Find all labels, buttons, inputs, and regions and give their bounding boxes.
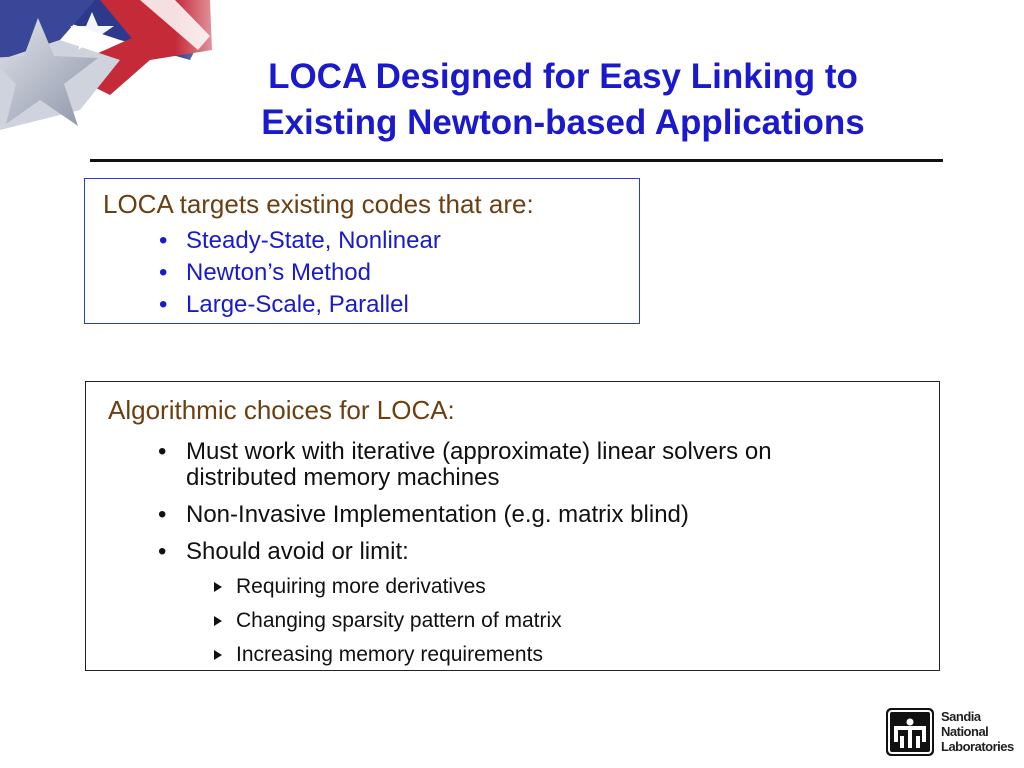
list-item-text: Large-Scale, Parallel xyxy=(186,291,409,318)
slide-title-line-1: LOCA Designed for Easy Linking to xyxy=(268,57,858,96)
bullet-icon: • xyxy=(159,227,168,254)
list-item xyxy=(158,502,886,528)
sub-list-item xyxy=(214,575,486,599)
sub-list-item xyxy=(214,643,543,667)
title-divider xyxy=(90,159,943,162)
bullet-icon: • xyxy=(159,259,168,286)
arrow-bullet-icon xyxy=(214,650,222,660)
bullet-icon: • xyxy=(158,538,167,565)
list-item-text: Should avoid or limit: xyxy=(186,538,409,565)
list-item xyxy=(158,439,886,491)
algorithmic-choices-heading: Algorithmic choices for LOCA: xyxy=(108,395,455,425)
sub-list-item-text: Increasing memory requirements xyxy=(236,643,543,666)
list-item xyxy=(158,539,886,565)
slide-title-line-2: Existing Newton-based Applications xyxy=(261,103,865,142)
sub-list-item-text: Requiring more derivatives xyxy=(236,575,486,598)
list-item-text: Steady-State, Nonlinear xyxy=(186,227,441,254)
arrow-bullet-icon xyxy=(214,582,222,592)
logo-line-3: Laboratories xyxy=(941,739,1014,754)
targets-box xyxy=(84,178,640,324)
slide-title xyxy=(160,54,966,146)
targets-heading: LOCA targets existing codes that are: xyxy=(103,189,534,219)
list-item xyxy=(159,257,441,289)
sandia-thunderbird-icon xyxy=(886,708,934,756)
list-item xyxy=(159,289,441,321)
list-item-text: Newton’s Method xyxy=(186,259,371,286)
sandia-logo xyxy=(886,708,1016,758)
sandia-wordmark xyxy=(941,709,1014,754)
sub-list-item-text: Changing sparsity pattern of matrix xyxy=(236,609,562,632)
list-item xyxy=(159,225,441,257)
targets-list xyxy=(159,225,441,321)
logo-line-1: Sandia xyxy=(941,709,981,724)
bullet-icon: • xyxy=(158,501,167,528)
logo-line-2: National xyxy=(941,724,989,739)
arrow-bullet-icon xyxy=(214,616,222,626)
list-item-text: Non-Invasive Implementation (e.g. matrix blind) xyxy=(186,501,689,528)
sub-list-item xyxy=(214,609,562,633)
list-item-text: Must work with iterative (approximate) linear solvers on distributed memory machines xyxy=(186,438,772,491)
algorithmic-choices-box xyxy=(85,381,940,671)
bullet-icon: • xyxy=(158,438,167,465)
bullet-icon: • xyxy=(159,291,168,318)
